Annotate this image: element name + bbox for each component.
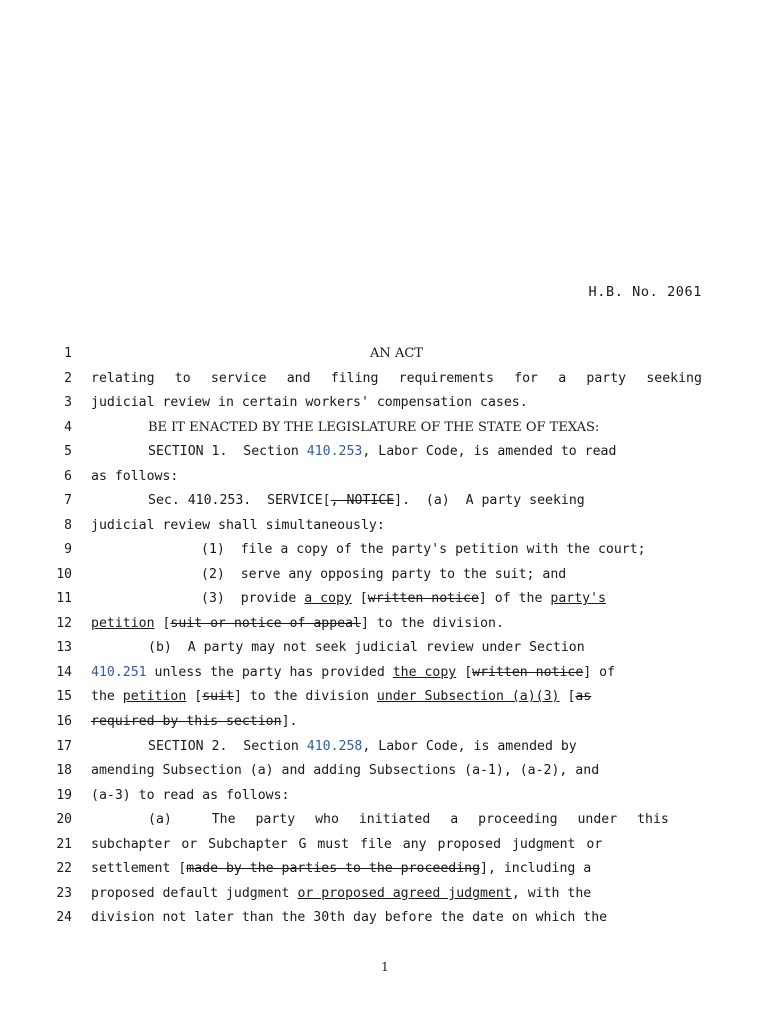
body-text: (3) provide a copy [written notice] of the party's <box>201 591 606 606</box>
document-line <box>0 565 770 589</box>
act-heading: AN ACT <box>370 346 423 361</box>
body-text: required by this section]. <box>91 714 298 729</box>
document-line <box>0 663 770 687</box>
document-line <box>0 687 770 711</box>
document-line <box>0 516 770 540</box>
line-number: 7 <box>64 493 72 508</box>
line-number: 20 <box>56 812 72 827</box>
body-text: (2) serve any opposing party to the suit; and <box>201 567 567 582</box>
page-number: 1 <box>381 960 389 974</box>
body-text: as follows: <box>91 469 179 484</box>
line-number: 12 <box>56 616 72 631</box>
line-number: 3 <box>64 395 72 410</box>
section-heading: SECTION 2. Section 410.258, Labor Code, is amended by <box>148 739 577 754</box>
inserted-text: under Subsection (a)(3) <box>376 689 560 704</box>
document-line <box>0 540 770 564</box>
line-number: 15 <box>56 689 72 704</box>
statute-link[interactable]: 410.258 <box>306 739 363 754</box>
body-text: subchapter or Subchapter G must file any proposed judgment or <box>91 837 603 852</box>
body-text: division not later than the 30th day before the date on which the <box>91 910 608 925</box>
line-number: 2 <box>64 371 72 386</box>
body-text: judicial review shall simultaneously: <box>91 518 385 533</box>
line-number: 10 <box>56 567 72 582</box>
inserted-text: petition <box>122 689 187 704</box>
document-line <box>0 712 770 736</box>
deleted-text: written notice <box>367 591 479 606</box>
line-number: 8 <box>64 518 72 533</box>
document-line <box>0 418 770 442</box>
section-heading: SECTION 1. Section 410.253, Labor Code, is amended to read <box>148 444 617 459</box>
deleted-text: made by the parties to the proceeding <box>186 861 481 876</box>
document-line <box>0 908 770 932</box>
caption-line: relating to service and filing requirements for a party seeking <box>91 371 702 386</box>
line-number: 19 <box>56 788 72 803</box>
document-line <box>0 393 770 417</box>
line-number: 23 <box>56 886 72 901</box>
line-number: 13 <box>56 640 72 655</box>
inserted-text: or proposed agreed judgment <box>297 886 512 901</box>
bill-number: H.B. No. 2061 <box>588 284 702 300</box>
inserted-text: party's <box>550 591 606 606</box>
statute-link[interactable]: 410.253 <box>306 444 363 459</box>
document-line <box>0 786 770 810</box>
deleted-text: required by this section <box>91 714 282 729</box>
line-number: 22 <box>56 861 72 876</box>
body-text: settlement [made by the parties to the proceeding], including a <box>91 861 592 876</box>
document-line <box>0 442 770 466</box>
line-number: 9 <box>64 542 72 557</box>
document-line <box>0 737 770 761</box>
deleted-text: , NOTICE <box>330 493 395 508</box>
body-text: (a) The party who initiated a proceeding under this <box>148 812 669 827</box>
body-text: Sec. 410.253. SERVICE[, NOTICE]. (a) A party seeking <box>148 493 585 508</box>
line-number: 4 <box>64 420 72 435</box>
line-number: 6 <box>64 469 72 484</box>
body-text: (1) file a copy of the party's petition with the court; <box>201 542 646 557</box>
document-line <box>0 344 770 368</box>
document-line <box>0 467 770 491</box>
deleted-text: suit <box>202 689 234 704</box>
deleted-text: as <box>575 689 592 704</box>
document-line <box>0 884 770 908</box>
line-number: 14 <box>56 665 72 680</box>
body-text: amending Subsection (a) and adding Subsections (a-1), (a-2), and <box>91 763 600 778</box>
line-number: 17 <box>56 739 72 754</box>
document-line <box>0 761 770 785</box>
line-number: 5 <box>64 444 72 459</box>
document-line <box>0 835 770 859</box>
document-line <box>0 638 770 662</box>
body-text: proposed default judgment or proposed agreed judgment, with the <box>91 886 592 901</box>
inserted-text: the copy <box>392 665 457 680</box>
document-line <box>0 589 770 613</box>
line-number: 16 <box>56 714 72 729</box>
enacting-clause: BE IT ENACTED BY THE LEGISLATURE OF THE STATE OF TEXAS: <box>148 420 600 435</box>
document-line <box>0 859 770 883</box>
deleted-text: suit or notice of appeal <box>170 616 361 631</box>
line-number: 21 <box>56 837 72 852</box>
caption-line: judicial review in certain workers' compensation cases. <box>91 395 528 410</box>
body-text: (a-3) to read as follows: <box>91 788 290 803</box>
line-number: 18 <box>56 763 72 778</box>
body-text: the petition [suit] to the division under Subsection (a)(3) [as <box>91 689 592 704</box>
body-text: (b) A party may not seek judicial review under Section <box>148 640 585 655</box>
inserted-text: petition <box>91 616 155 631</box>
body-text: 410.251 unless the party has provided the copy [written notice] of <box>91 665 616 680</box>
line-number: 24 <box>56 910 72 925</box>
document-line <box>0 369 770 393</box>
document-line <box>0 614 770 638</box>
document-line <box>0 491 770 515</box>
line-number: 1 <box>64 346 72 361</box>
statute-link[interactable]: 410.251 <box>91 665 147 680</box>
deleted-text: written notice <box>472 665 584 680</box>
inserted-text: a copy <box>304 591 352 606</box>
body-text: petition [suit or notice of appeal] to the division. <box>91 616 504 631</box>
document-line <box>0 810 770 834</box>
line-number: 11 <box>56 591 72 606</box>
